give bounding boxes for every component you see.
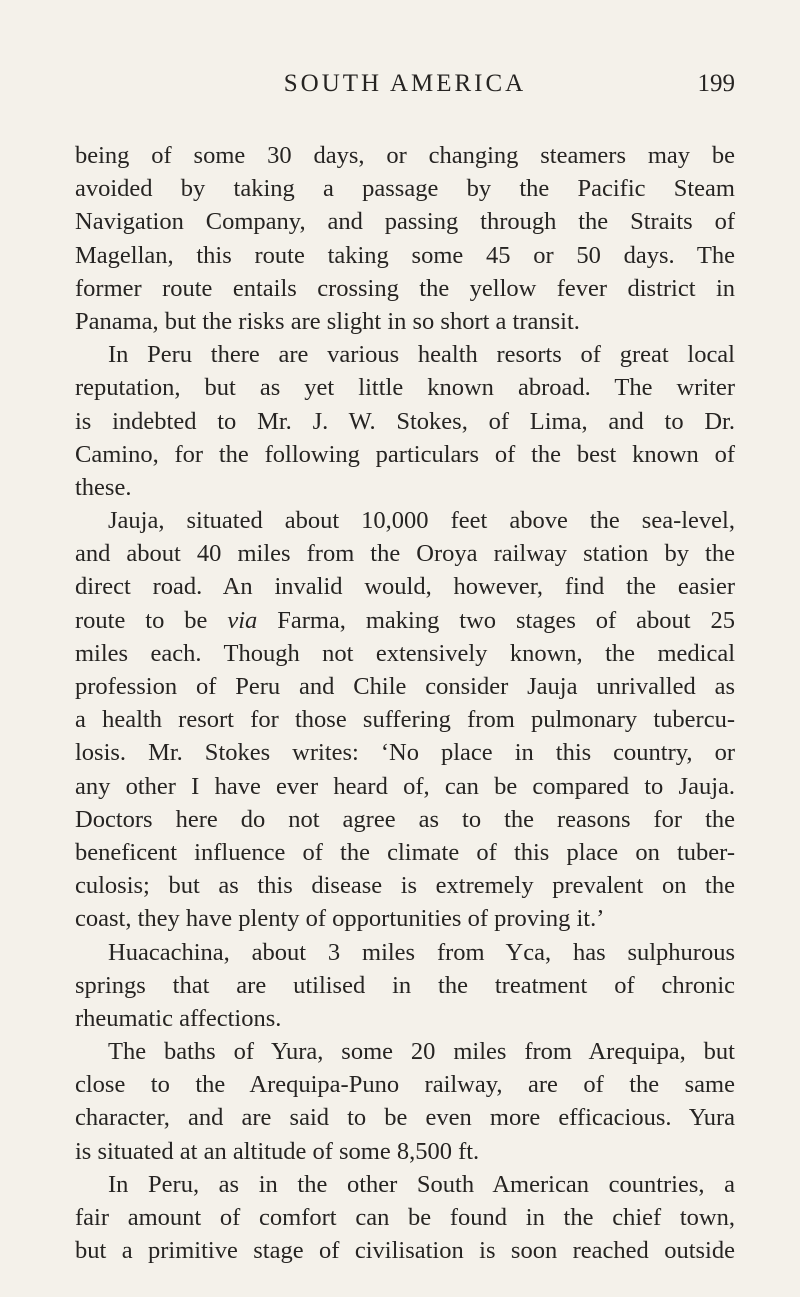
text-line: being of some 30 days, or changing steamers may be	[75, 142, 735, 169]
text-line: Jauja, situated about 10,000 feet above the sea-level,	[108, 507, 735, 535]
text-line: culosis; but as this disease is extremely prevalent on the	[75, 872, 735, 900]
text-line: Camino, for the following particulars of the best known of	[75, 440, 735, 468]
text-line: reputation, but as yet little known abroad. The writer	[75, 374, 735, 402]
running-title: SOUTH AMERICA	[283, 70, 527, 97]
text-line: miles each. Though not extensively known, the medical	[75, 639, 735, 667]
text-line: is indebted to Mr. J. W. Stokes, of Lima, and to Dr.	[75, 407, 735, 435]
text-line: profession of Peru and Chile consider Jauja unrivalled as	[75, 673, 735, 700]
text-line: losis. Mr. Stokes writes: ‘No place in this country, or	[75, 739, 735, 767]
text-line: Panama, but the risks are slight in so short a transit.	[75, 307, 580, 335]
page-number: 199	[697, 70, 735, 97]
text-line: beneficent influence of the climate of this place on tuber-	[75, 838, 735, 866]
text-line: Navigation Company, and passing through the Straits of	[75, 208, 735, 236]
text-line: a health resort for those suffering from pulmonary tubercu-	[75, 706, 735, 734]
text-line: Magellan, this route taking some 45 or 50 days. The	[75, 241, 735, 269]
text-line: springs that are utilised in the treatment of chronic	[75, 971, 735, 999]
text-line: Huacachina, about 3 miles from Yca, has sulphurous	[108, 938, 735, 966]
text-line: any other I have ever heard of, can be compared to Jauja.	[75, 772, 735, 800]
text-line: Doctors here do not agree as to the reasons for the	[75, 805, 735, 833]
text-line: and about 40 miles from the Oroya railway station by the	[75, 540, 735, 568]
text-line: close to the Arequipa-Puno railway, are of the same	[75, 1071, 735, 1099]
text-line: direct road. An invalid would, however, find the easier	[75, 573, 735, 601]
text-line: fair amount of comfort can be found in the chief town,	[75, 1204, 735, 1231]
text-line: route to be via Farma, making two stages of about 25	[75, 606, 735, 634]
text-line: coast, they have plenty of opportunities of proving it.’	[75, 905, 605, 933]
running-head	[75, 70, 735, 110]
text-line: In Peru there are various health resorts of great local	[108, 341, 735, 369]
text-line: these.	[75, 473, 132, 501]
text-line: avoided by taking a passage by the Pacific Steam	[75, 175, 735, 203]
text-line: rheumatic affections.	[75, 1004, 282, 1032]
text-line: character, and are said to be even more efficacious. Yura	[75, 1104, 735, 1132]
text-line: former route entails crossing the yellow fever district in	[75, 274, 735, 302]
text-line: In Peru, as in the other South American countries, a	[108, 1170, 735, 1198]
text-line: is situated at an altitude of some 8,500 ft.	[75, 1137, 480, 1165]
body-text	[75, 139, 735, 1267]
text-line: but a primitive stage of civilisation is soon reached outside	[75, 1237, 735, 1265]
text-line: The baths of Yura, some 20 miles from Arequipa, but	[108, 1038, 735, 1066]
